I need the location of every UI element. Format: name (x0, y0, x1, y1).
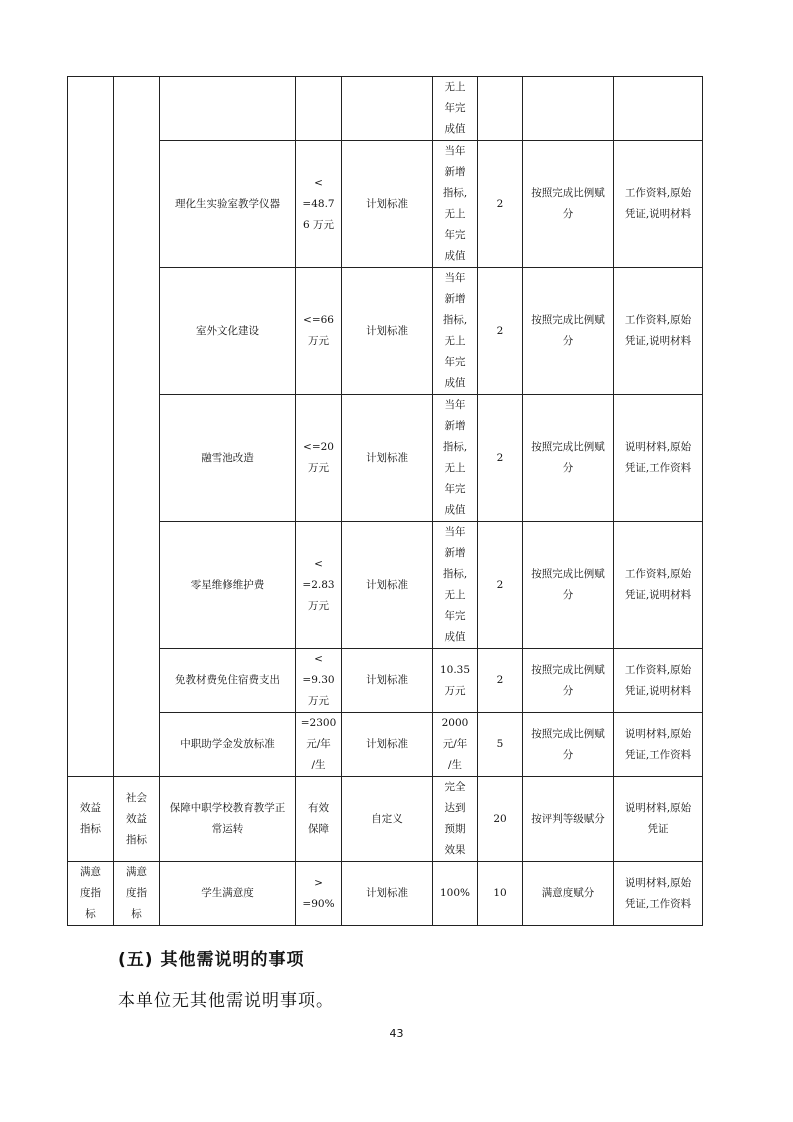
scoring-method-cell: 按照完成比例赋 分 (523, 713, 614, 777)
target-cell: 10.35 万元 (433, 649, 478, 713)
standard-cell: 计划标准 (342, 141, 433, 268)
indicator-value-cell (296, 77, 342, 141)
level1-cell (68, 77, 114, 777)
level1-cell: 满意 度指 标 (68, 862, 114, 926)
table-row (68, 77, 703, 141)
level1-cell: 效益 指标 (68, 777, 114, 862)
table-row (68, 395, 703, 522)
standard-cell: 计划标准 (342, 522, 433, 649)
level2-cell: 满意 度指 标 (114, 862, 160, 926)
evidence-basis-cell: 工作资料,原始 凭证,说明材料 (614, 522, 703, 649)
weight-cell: 2 (478, 268, 523, 395)
table-row (68, 777, 703, 862)
evidence-basis-cell: 说明材料,原始 凭证,工作资料 (614, 395, 703, 522)
indicator-name-cell: 融雪池改造 (160, 395, 296, 522)
table-row (68, 649, 703, 713)
evidence-basis-cell: 说明材料,原始 凭证,工作资料 (614, 713, 703, 777)
evidence-basis-cell: 工作资料,原始 凭证,说明材料 (614, 268, 703, 395)
weight-cell: 2 (478, 395, 523, 522)
indicator-value-cell: < =9.30 万元 (296, 649, 342, 713)
indicator-name-cell: 理化生实验室教学仪器 (160, 141, 296, 268)
evidence-basis-cell (614, 77, 703, 141)
weight-cell: 2 (478, 522, 523, 649)
evidence-basis-cell: 工作资料,原始 凭证,说明材料 (614, 649, 703, 713)
standard-cell: 计划标准 (342, 395, 433, 522)
performance-indicator-table (67, 76, 703, 926)
indicator-value-cell: > =90% (296, 862, 342, 926)
standard-cell: 计划标准 (342, 649, 433, 713)
weight-cell: 20 (478, 777, 523, 862)
standard-cell: 计划标准 (342, 713, 433, 777)
section-body-text: 本单位无其他需说明事项。 (118, 991, 334, 1011)
target-cell: 完全 达到 预期 效果 (433, 777, 478, 862)
scoring-method-cell: 按照完成比例赋 分 (523, 522, 614, 649)
level2-cell: 社会 效益 指标 (114, 777, 160, 862)
scoring-method-cell: 按评判等级赋分 (523, 777, 614, 862)
level2-cell (114, 77, 160, 777)
target-cell: 100% (433, 862, 478, 926)
indicator-name-cell: 室外文化建设 (160, 268, 296, 395)
scoring-method-cell (523, 77, 614, 141)
evidence-basis-cell: 说明材料,原始 凭证 (614, 777, 703, 862)
indicator-value-cell: =2300 元/年 /生 (296, 713, 342, 777)
table-row (68, 141, 703, 268)
indicator-value-cell: 有效 保障 (296, 777, 342, 862)
table-row (68, 522, 703, 649)
standard-cell: 计划标准 (342, 862, 433, 926)
evidence-basis-cell: 说明材料,原始 凭证,工作资料 (614, 862, 703, 926)
indicator-name-cell: 学生满意度 (160, 862, 296, 926)
scoring-method-cell: 按照完成比例赋 分 (523, 268, 614, 395)
weight-cell (478, 77, 523, 141)
target-cell: 当年 新增 指标, 无上 年完 成值 (433, 395, 478, 522)
indicator-value-cell: < =48.7 6 万元 (296, 141, 342, 268)
weight-cell: 10 (478, 862, 523, 926)
target-cell: 当年 新增 指标, 无上 年完 成值 (433, 268, 478, 395)
indicator-name-cell: 中职助学金发放标准 (160, 713, 296, 777)
indicator-value-cell: <=20 万元 (296, 395, 342, 522)
target-cell: 当年 新增 指标, 无上 年完 成值 (433, 522, 478, 649)
evidence-basis-cell: 工作资料,原始 凭证,说明材料 (614, 141, 703, 268)
standard-cell: 自定义 (342, 777, 433, 862)
standard-cell: 计划标准 (342, 268, 433, 395)
target-cell: 2000 元/年 /生 (433, 713, 478, 777)
scoring-method-cell: 满意度赋分 (523, 862, 614, 926)
indicator-name-cell: 保障中职学校教育教学正 常运转 (160, 777, 296, 862)
indicator-value-cell: < =2.83 万元 (296, 522, 342, 649)
indicator-name-cell: 零星维修维护费 (160, 522, 296, 649)
table-row (68, 713, 703, 777)
table-row (68, 268, 703, 395)
target-cell: 当年 新增 指标, 无上 年完 成值 (433, 141, 478, 268)
standard-cell (342, 77, 433, 141)
indicator-name-cell: 免教材费免住宿费支出 (160, 649, 296, 713)
section-heading: (五) 其他需说明的事项 (118, 950, 305, 970)
scoring-method-cell: 按照完成比例赋 分 (523, 395, 614, 522)
indicator-value-cell: <=66 万元 (296, 268, 342, 395)
indicator-name-cell (160, 77, 296, 141)
weight-cell: 2 (478, 141, 523, 268)
scoring-method-cell: 按照完成比例赋 分 (523, 649, 614, 713)
weight-cell: 2 (478, 649, 523, 713)
weight-cell: 5 (478, 713, 523, 777)
target-cell: 无上 年完 成值 (433, 77, 478, 141)
page-number: 43 (389, 1027, 404, 1040)
table-row (68, 862, 703, 926)
scoring-method-cell: 按照完成比例赋 分 (523, 141, 614, 268)
